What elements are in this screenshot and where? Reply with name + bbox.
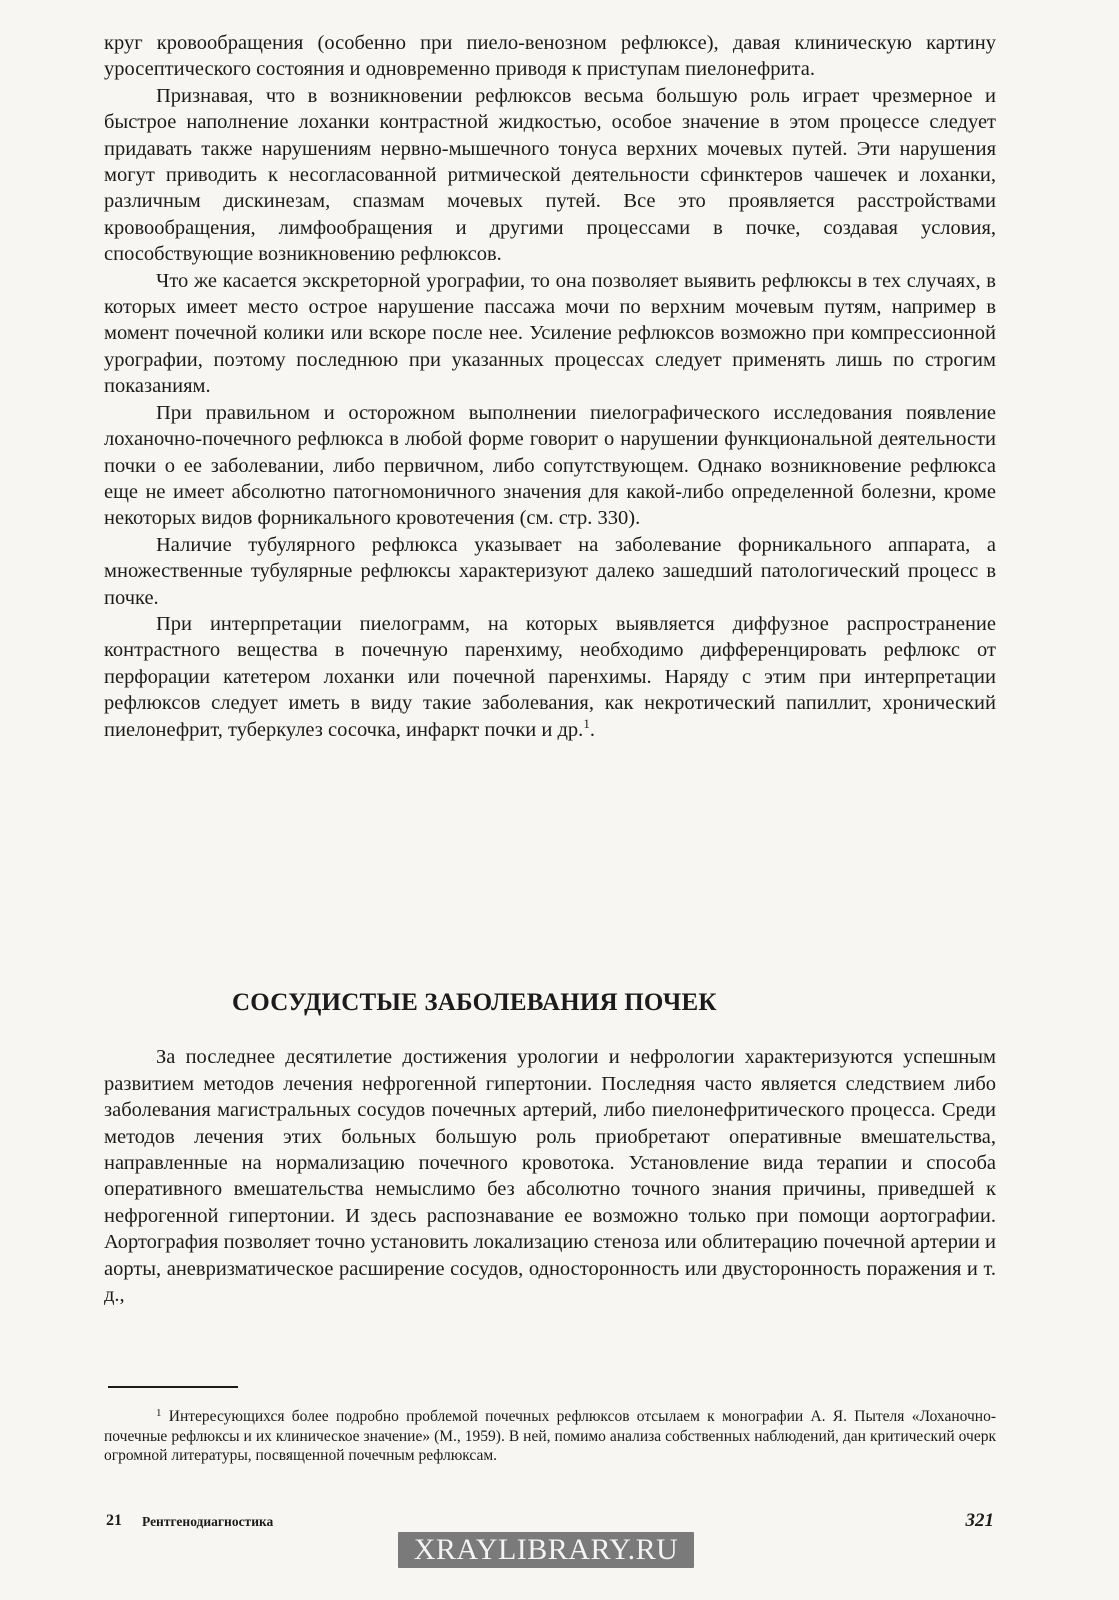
footnote-text: Интересующихся более подробно проблемой почечных рефлюксов отсылаем к монографии А. Я. Пытеля «Лоханочно-почечные рефлюксы и их клиническое значение» (М., 1959). В ней, помимо анализа собственных наблюдений, дан критический очерк огромной литературы, посвященной почечным рефлюксам. [104,1408,996,1464]
section-heading: СОСУДИСТЫЕ ЗАБОЛЕВАНИЯ ПОЧЕК [232,989,717,1016]
watermark-banner: XRAYLIBRARY.RU [398,1532,694,1568]
footnote-marker: 1 [156,1407,162,1419]
paragraph: За последнее десятилетие достижения урологии и нефрологии характеризуются успешным развитием методов лечения нефрогенной гипертонии. Последняя часто является следствием либо заболевания магистральных сосудов почечных артерий, либо пиелонефритического процесса. Среди методов лечения этих больных большую роль приобретают оперативные вмешательства, направленные на нормализацию почечного кровотока. Установление вида терапии и способа оперативного вмешательства немыслимо без абсолютно точного знания причины, приведшей к нефрогенной гипертонии. И здесь распознавание ее возможно только при помощи аортографии. Аортография позволяет точно установить локализацию стеноза или облитерацию почечной артерии и аорты, аневризматическое расширение сосудов, односторонность или двусторонность поражения и т. д., [104,1046,996,1307]
paragraph: Признавая, что в возникновении рефлюксов весьма большую роль играет чрезмерное и быстрое наполнение лоханки контрастной жидкостью, особое значение в этом процессе следует придавать также нарушениям нервно-мышечного тонуса верхних мочевых путей. Эти нарушения могут приводить к несогласованной ритмической деятельности сфинктеров чашечек и лоханки, различным дискинезам, спазмам мочевых путей. Все это проявляется расстройствами кровообращения, лимфообращения и другими процессами в почке, создавая условия, способствующие возникновению рефлюксов. [104,84,996,266]
footnote [104,1404,996,1466]
footnote-divider [108,1386,238,1388]
signature-number: 21 [106,1512,122,1529]
paragraph: Наличие тубулярного рефлюкса указывает на заболевание форникального аппарата, а множественные тубулярные рефлюксы характеризуют далеко зашедший патологический процесс в почке. [104,533,996,609]
footnote-reference[interactable]: 1 [583,715,590,731]
paragraph: При правильном и осторожном выполнении пиелографического исследования появление лоханочно-почечного рефлюкса в любой форме говорит о нарушении функциональной деятельности почки о ее заболевании, либо первичном, либо сопутствующем. Однако возникновение рефлюкса еще не имеет абсолютно патогномоничного значения для какой-либо определенной болезни, кроме некоторых видов форникального кровотечения (см. стр. 330). [104,401,996,530]
paragraph-end-punct: . [589,718,595,741]
footnote-paragraph [104,1404,996,1466]
body-text [104,30,996,743]
paragraph-text: При интерпретации пиелограмм, на которых выявляется диффузное распространение контрастного вещества в почечную паренхиму, необходимо дифференцировать рефлюкс от перфорации катетером лоханки или почечной паренхимы. Наряду с этим при интерпретации рефлюксов следует иметь в виду такие заболевания, как некротический папиллит, хронический пиелонефрит, туберкулез сосочка, инфаркт почки и др. [104,612,996,741]
page-number: 321 [965,1510,994,1531]
signature-title: Рентгенодиагностика [142,1514,274,1529]
section-vascular-diseases [104,990,996,1308]
paragraph-with-footnote [104,611,996,743]
paragraph: Что же касается экскреторной урографии, то она позволяет выявить рефлюксы в тех случаях, в которых имеет место острое нарушение пассажа мочи по верхним мочевым путям, например в момент почечной колики или вскоре после нее. Усиление рефлюксов возможно при компрессионной урографии, поэтому последнюю при указанных процессах следует применять лишь по строгим показаниям. [104,269,996,398]
paragraph-continued: круг кровообращения (особенно при пиело-венозном рефлюксе), давая клиническую картину уросептического состояния и одновременно приводя к приступам пиелонефрита. [104,32,996,81]
